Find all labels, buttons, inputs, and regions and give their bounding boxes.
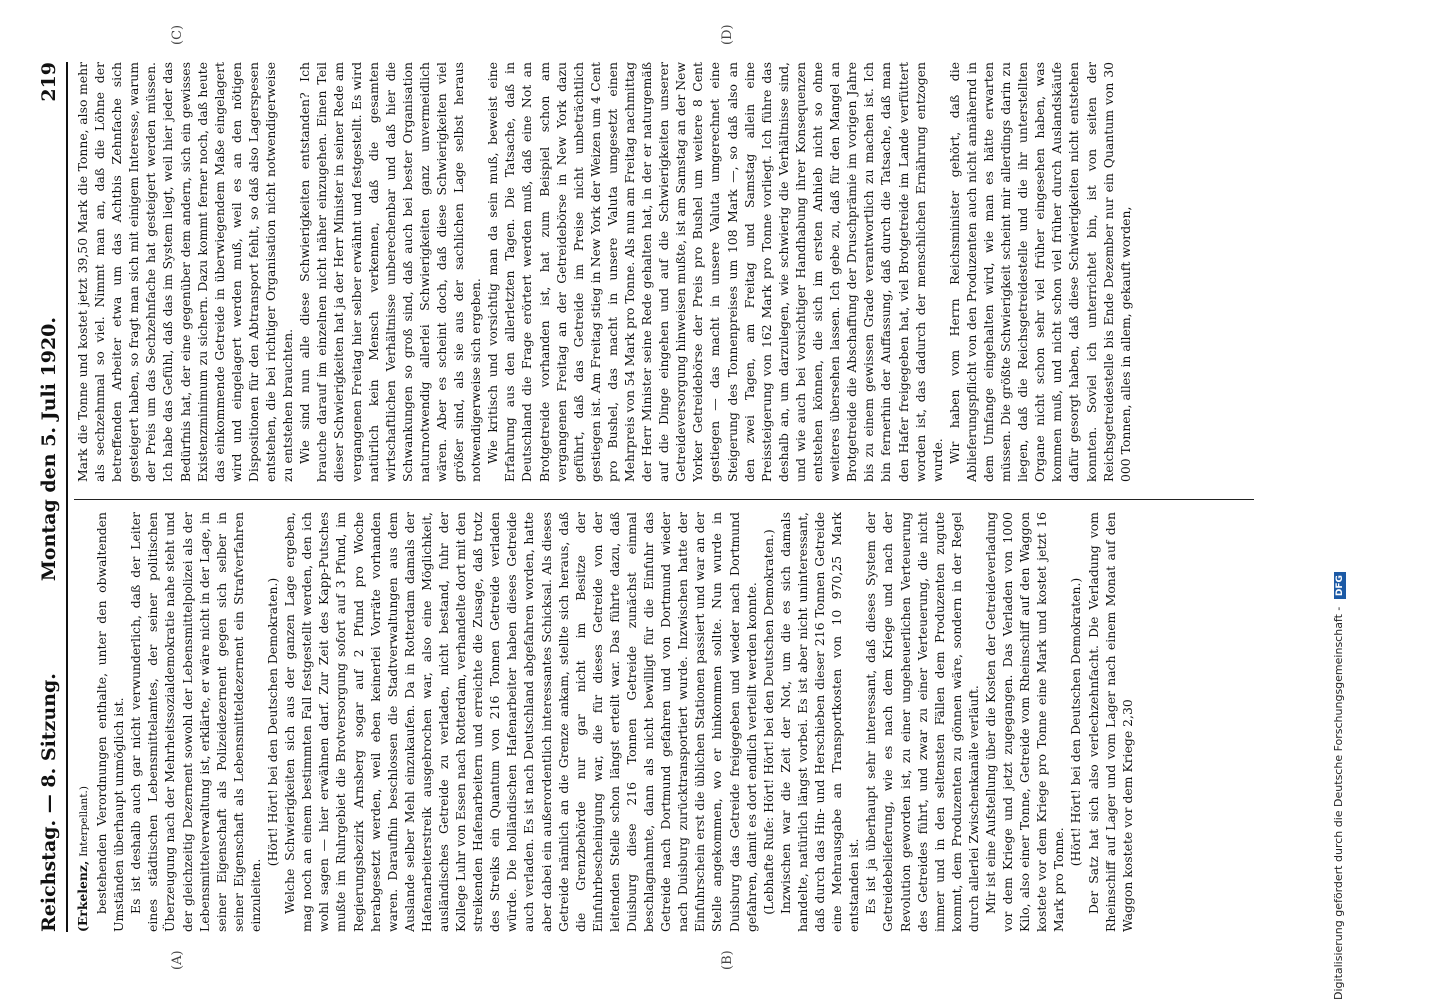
margin-mark-d: (D) — [720, 24, 735, 45]
margin-mark-a: (A) — [170, 950, 185, 970]
interjection: (Lebhafte Rufe: Hört! Hört! bei den Deutschen Demokraten.) — [760, 529, 776, 915]
speaker-role: Interpellant.) — [78, 786, 90, 857]
interjection: (Hört! Hört! bei den Deutschen Demokraten.) — [265, 577, 281, 867]
header-right: Montag den 5. Juli 1920. — [38, 317, 60, 582]
paragraph: Wie sind nun alle diese Schwierigkeiten entstanden? Ich brauche darauf im einzelnen nicht näher einzugehen. Einen Teil dieser Schwierigkeiten hat ja der Herr Minister in seiner Rede am vergangenen Freitag hier selber erwähnt und festgestellt. Es wird natürlich kein Mensch verkennen, daß die gesamten wirtschaftlichen Verhältnisse unberechenbar und daß hier die Schwankungen so groß sind, daß auch bei bester Organisation naturnotwendig allerlei Schwierigkeiten ganz unvermeidlich wären. Aber es scheint doch, daß diese Schwierigkeiten viel größer sind, als sie aus der sachlichen Lage selbst heraus notwendigerweise sich ergeben. — [297, 62, 484, 482]
paragraph: Es ist deshalb auch gar nicht verwunderlich, daß der Leiter eines städtischen Lebensmittelamtes, der seiner politischen Überzeugung nach der Mehrheitssozialdemokratie nahe steht und der gleichzeitig Dezernent sowohl der Lebensmittelpolizei als der Lebensmittelverwaltung ist, erklärte, er wäre nicht in der Lage, in seiner Eigenschaft als Polizeidezernent gegen sich selber in seiner Eigenschaft als Lebensmitteldezernent ein Strafverfahren einzuleiten. — [128, 512, 263, 932]
running-header — [36, 62, 66, 932]
left-column — [74, 512, 1254, 932]
page-number: 219 — [38, 62, 60, 102]
paragraph: Mir ist eine Aufstellung über die Kosten der Getreideverladung vor dem Kriege und jetzt zugegangen. Das Verladen von 1000 Kilo, also einer Tonne, Getreide vom Rheinschiff auf den Waggon kostete vor dem Kriege pro Tonne eine Mark und kostet jetzt 16 Mark pro Tonne. — [982, 512, 1067, 932]
paragraph: Welche Schwierigkeiten sich aus der ganzen Lage ergeben, mag noch an einem bestimmten Fall festgestellt werden, den ich wohl sagen — hier erwähnen darf. Zur Zeit des Kapp-Putsches mußte im Ruhrgebiet die Brotversorgung sofort auf 3 Pfund, im Regierungsbezirk Arnsberg sogar auf 2 Pfund pro Woche herabgesetzt werden, weil eben keinerlei Vorräte vorhanden waren. Daraufhin beschlossen die Stadtverwaltungen aus dem Auslande selber Mehl einzukaufen. Da in Rotterdam damals der Hafenarbeiterstreik ausgebrochen war, also eine Möglichkeit, ausländisches Getreide zu verladen, nicht bestand, fuhr der Kollege Luhr von Essen nach Rotterdam, verhandelte dort mit den streikenden Hafenarbeitern und erreichte die Zusage, daß trotz des Streiks ein Quantum von 216 Tonnen Getreide verladen würde. Die holländischen Hafenarbeiter haben dieses Getreide auch verladen. Es ist nach Deutschland abgefahren worden, hatte aber dabei ein außerordentlich interessantes Schicksal. Als dieses Getreide nämlich an die Grenze ankam, stellte sich heraus, daß die Grenzbehörde nur gar nicht im Besitze der Einfuhrbescheinigung war, die für dieses Getreide von der leitenden Stelle schon längst erteilt war. Das führte dazu, daß Duisburg diese 216 Tonnen Getreide zunächst einmal beschlagnahmte, dann als nicht bewilligt für die Einfuhr das Getreide nach Dortmund gefahren und von Dortmund wieder nach Duisburg zurücktransportiert wurde. Inzwischen hatte der Einfuhrschein erst die üblichen Stationen passiert und war an der Stelle angekommen, wo er hinkommen sollte. Nun wurde in Duisburg das Getreide freigegeben und wieder nach Dortmund gefahren, damit es dort endlich verteilt werden konnte. — [282, 512, 759, 932]
credit-text: Digitalisierung gefördert durch die Deutsche Forschungsgemeinschaft - — [1332, 606, 1345, 1000]
paragraph: Wir haben vom Herrn Reichsminister gehört, daß die Ablieferungspflicht von den Produzenten auch nicht annähernd in dem Umfange eingehalten wird, wie man es hätte erwarten müssen. Die größte Schwierigkeit scheint mir allerdings darin zu liegen, daß die Reichsgetreidestelle und die ihr unterstellten Organe nicht schon sehr viel früher eingesehen haben, was kommen muß, und nicht schon viel früher durch Auslandskäufe dafür gesorgt haben, daß diese Schwierigkeiten nicht entstehen konnten. Soviel ich unterrichtet bin, ist von seiten der Reichsgetreidestelle bis Ende Dezember nur ein Quantum von 30 000 Tonnen, alles in allem, gekauft worden, — [946, 62, 1133, 482]
interjection: (Hört! Hört! bei den Deutschen Demokraten.) — [1068, 577, 1084, 867]
speaker-name: (Erkelenz, — [75, 860, 90, 932]
paragraph: bestehenden Verordnungen enthalte, unter den obwaltenden Umständen überhaupt unmöglich ist. — [94, 512, 127, 932]
paragraph: Der Satz hat sich also verlechzehnfacht. Die Verladung vom Rheinschiff auf Lager und vom Lager nach einem Monat auf den Waggon kostete vor dem Kriege 2,30 — [1085, 512, 1135, 932]
margin-mark-b: (B) — [720, 950, 735, 970]
right-column — [74, 62, 1254, 482]
digitization-credit — [1332, 572, 1346, 1000]
paragraph: Wie kritisch und vorsichtig man da sein muß, beweist eine Erfahrung aus den allerletzten Tagen. Die Tatsache, daß in Deutschland die Frage erörtert werden muß, daß eine Not an Brotgetreide vorhanden ist, hat zum Beispiel schon am vergangenen Freitag an der Getreidebörse in New York dazu geführt, daß das Getreide im Preise nicht unbeträchtlich gestiegen ist. Am Freitag stieg in New York der Weizen um 4 Cent pro Bushel, das macht in unsere Valuta umgesetzt einen Mehrpreis von 54 Mark pro Tonne. Als nun am Freitag nachmittag der Herr Minister seine Rede gehalten hat, in der er naturgemäß auf die Dinge eingehen und auf die Schwierigkeiten unserer Getreideversorgung hinweisen mußte, ist am Samstag an der New Yorker Getreidebörse der Preis pro Bushel um weitere 8 Cent gestiegen — das macht in unsere Valuta umgerechnet eine Steigerung des Tonnenpreises um 108 Mark —, so daß also an den zwei Tagen, am Freitag und Samstag allein eine Preissteigerung von 162 Mark pro Tonne vorliegt. Ich führe das deshalb an, um darzulegen, wie schwierig die Verhältnisse sind, und wie auch bei vorsichtiger Handhabung ihrer Konsequenzen entstehen können, die sich im ersten Anhieb nicht so ohne weiteres übersehen lassen. Ich gebe zu, daß für den Mangel an Brotgetreide die Abschaffung der Druschprämie im vorigen Jahre bis zu einem gewissen Grade verantwortlich zu machen ist. Ich bin fernerhin der Auffassung, daß durch die Tatsache, daß man den Hafer freigegeben hat, viel Brotgetreide im Lande verfüttert worden ist, das dadurch der menschlichen Ernährung entzogen wurde. — [485, 62, 945, 482]
speaker-line — [74, 512, 93, 932]
header-left: Reichstag. — 8. Sitzung. — [38, 673, 60, 932]
dfg-logo: DFG — [1334, 572, 1346, 599]
paragraph: Mark die Tonne und kostet jetzt 39,50 Mark die Tonne, also mehr als sechzehnmal so viel. Nimmt man an, daß die Löhne der betreffenden Arbeiter etwa um das Achtbis Zehnfache sich gesteigert haben, so fragt man sich mit einigem Interesse, warum der Preis um das Sechzehnfache hat gesteigert werden müssen. Ich habe das Gefühl, daß das im System liegt, weil hier jeder das Bedürfnis hat, der eine gegenüber dem andern, sich ein gewisses Existenzminimum zu sichern. Dazu kommt ferner noch, daß heute das einkommende Getreide in überwiegendem Maße eingelagert wird und eingelagert werden muß, weil es an den nötigen Dispositionen für den Abtransport fehlt, so daß also Lagerspesen entstehen, die bei richtiger Organisation nicht notwendigerweise zu entstehen brauchten. — [75, 62, 296, 482]
column-divider — [74, 499, 1254, 500]
paragraph: Inzwischen war die Zeit der Not, um die es sich damals handelte, natürlich längst vorbei. Es ist aber nicht uninteressant, daß durch das Hin- und Herschieben dieser 216 Tonnen Getreide eine Mehrausgabe an Transportkosten von 10 970,25 Mark entstanden ist. — [777, 512, 862, 932]
header-rule — [66, 62, 68, 932]
margin-mark-c: (C) — [170, 24, 185, 45]
paragraph: Es ist ja überhaupt sehr interessant, daß dieses System der Getreidebelieferung, wie es nach dem Kriege und nach der Revolution geworden ist, zu einer ungeheuerlichen Verteuerung des Getreides führt, und zwar zu einer Verteuerung, die nicht immer und in den seltensten Fällen dem Produzenten zugute kommt, dem Produzenten zu gönnen wäre, sondern in der Regel durch allerlei Zwischenkanäle verläuft. — [863, 512, 981, 932]
